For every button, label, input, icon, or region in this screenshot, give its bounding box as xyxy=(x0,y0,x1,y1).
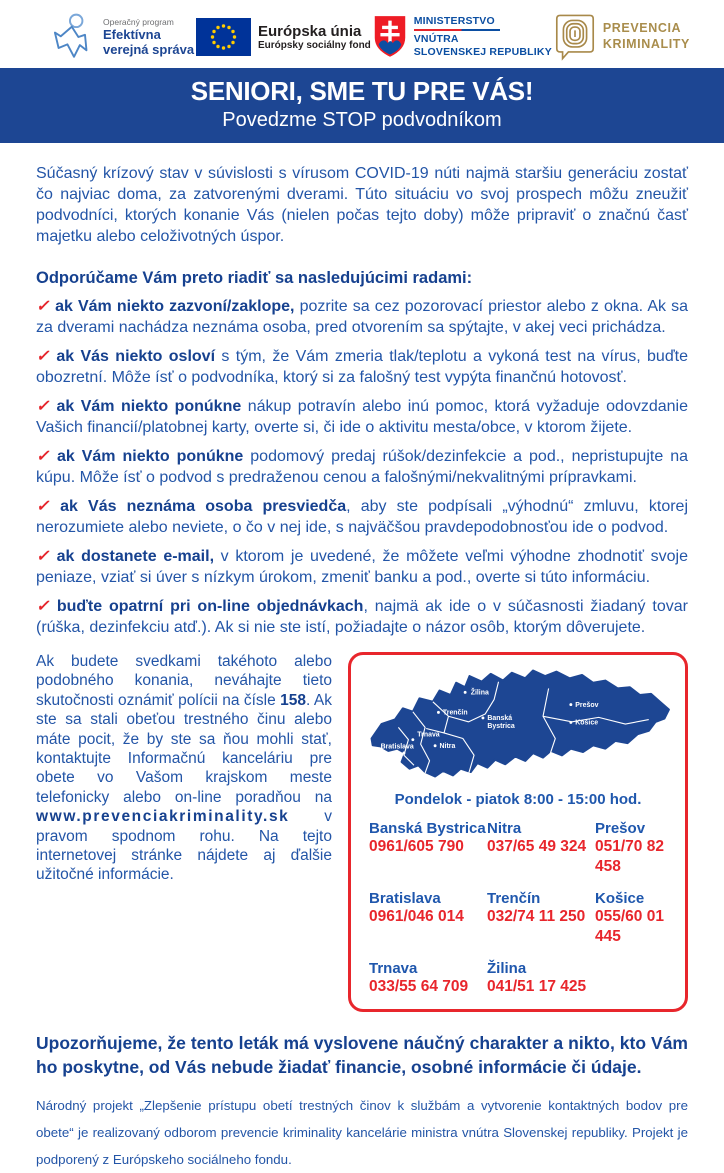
advice-bold: ak Vám niekto ponúkne xyxy=(56,448,244,465)
eu-fund-label: Európsky sociálny fond xyxy=(257,40,371,52)
contact-city: Prešov xyxy=(595,820,646,837)
banner-title: SENIORI, SME TU PRE VÁS! xyxy=(190,76,534,106)
banner-subtitle: Povedzme STOP podvodníkom xyxy=(222,109,502,131)
check-icon: ✓ xyxy=(36,598,52,615)
map-label-trencin: Trenčín xyxy=(442,709,468,717)
contact-city: Banská Bystrica xyxy=(369,820,486,837)
police-number: 158 xyxy=(280,691,307,709)
map-label-bystrica: Bystrica xyxy=(487,722,515,730)
prevention-line2: KRIMINALITY xyxy=(602,37,690,51)
advice-text: , aby ste podpísali „výhodnú“ zmluvu, ktorej nerozumiete alebo neviete, o čo v nej ide, s najväčšou pravdepodobnosťou ide o podvod. xyxy=(36,498,689,536)
check-icon: ✓ xyxy=(36,298,51,315)
contact-city: Žilina xyxy=(487,960,527,977)
contact-entry xyxy=(369,820,487,876)
advice-item-2 xyxy=(36,347,688,388)
advice-item-1 xyxy=(36,297,688,338)
slovak-coat-of-arms-icon xyxy=(373,15,407,59)
logo-europska-unia xyxy=(196,18,371,56)
contact-phone: 0961/605 790 xyxy=(369,838,464,856)
advice-text: v ktorom je uvedené, že môžete veľmi výhodne zhodnotiť svoje peniaze, vziať si úver s nízkym úrokom, zmeniť banku a pod., overte si túto informáciu. xyxy=(36,548,688,586)
fingerprint-bubble-icon xyxy=(554,13,596,61)
advice-bold: ak Vás neznáma osoba presviedča xyxy=(60,498,347,515)
advice-text: nákup potravín alebo inú pomoc, ktorá vyžaduje odovzdanie Vašich financií/platobnej karty, overte si, či ide o aktivitu mesta/obce, v ktorom žijete. xyxy=(36,398,688,436)
map-label-presov: Prešov xyxy=(575,701,599,709)
intro-paragraph: Súčasný krízový stav v súvislosti s vírusom COVID-19 núti najmä staršiu generáciu zostať čo najviac doma, za zatvorenými dverami. Túto situáciu vo svoj prospech môžu zneužiť podvodníci, ktorých konanie Vás (nielen počas tejto doby) môže pripraviť o značnú časť majetku alebo celoživotných úspor. xyxy=(36,165,688,245)
advice-heading: Odporúčame Vám preto riadiť sa nasledujúcimi radami: xyxy=(36,269,473,287)
check-icon: ✓ xyxy=(36,398,52,415)
contact-city: Košice xyxy=(595,890,645,907)
contact-city: Bratislava xyxy=(369,890,441,907)
logo-ministerstvo-vnutra xyxy=(373,15,552,59)
opening-hours: Pondelok - piatok 8:00 - 15:00 hod. xyxy=(394,791,642,808)
contact-city: Trnava xyxy=(369,960,418,977)
witness-text-1: Ak budete svedkami takéhoto alebo podobného konania, neváhajte tieto skutočnosti oznámiť polícii na čísle xyxy=(36,653,332,709)
advice-item-7 xyxy=(36,597,688,638)
contact-entry xyxy=(369,890,487,946)
prevention-website-link[interactable]: www.prevenciakriminality.sk xyxy=(36,808,290,826)
contact-info-box xyxy=(348,652,688,1012)
contact-city: Trenčín xyxy=(487,890,541,907)
ops-program-label: Operačný program xyxy=(103,17,174,28)
advice-bold: buďte opatrní pri on-line objednávkach xyxy=(56,598,364,615)
contact-entry xyxy=(487,890,595,946)
witness-paragraph xyxy=(36,652,332,1012)
map-label-trnava: Trnava xyxy=(417,731,440,739)
contact-phone: 055/60 01 445 xyxy=(595,908,664,945)
check-icon: ✓ xyxy=(36,548,52,565)
map-label-kosice: Košice xyxy=(575,719,599,727)
title-banner xyxy=(0,68,724,143)
eu-label: Európska únia xyxy=(257,22,362,40)
advice-text: podomový predaj rúšok/dezinfekcie a pod., nepristupujte na kúpu. Môže ísť o podvod s predraženou cenou a falošnými/nekvalitnými prípravkami. xyxy=(36,448,689,486)
eu-flag-icon xyxy=(196,18,251,56)
check-icon: ✓ xyxy=(36,448,52,465)
contact-grid xyxy=(365,820,671,997)
advice-text: , najmä ak ide o v súčasnosti žiadaný tovar (rúška, dezinfekciu atď.). Ak si nie ste istí, požiadajte o názor osôb, ktorým dôverujete. xyxy=(36,598,688,636)
advice-bold: ak Vám niekto zazvoní/zaklope, xyxy=(55,298,295,315)
contact-entry xyxy=(369,960,487,997)
logo-prevencia-kriminality xyxy=(554,13,690,61)
advice-item-3 xyxy=(36,397,688,438)
witness-text-2: . Ak ste sa stali obeťou trestného činu alebo máte pocit, že by ste sa ňou mohli stať, kontaktujte Informačnú kanceláriu pre obete vo Vašom krajskom meste telefonicky alebo on-line poradňou na xyxy=(36,691,332,806)
map-label-zilina: Žilina xyxy=(470,689,489,697)
map-label-nitra: Nitra xyxy=(439,742,456,750)
ops-name-line1: Efektívna xyxy=(103,27,161,43)
contact-city: Nitra xyxy=(487,820,522,837)
ministry-line2: VNÚTRA xyxy=(413,32,459,45)
contact-phone: 037/65 49 324 xyxy=(487,838,587,856)
contact-phone: 032/74 11 250 xyxy=(487,908,586,926)
content xyxy=(0,163,724,1173)
check-icon: ✓ xyxy=(36,348,52,365)
contact-entry xyxy=(595,820,671,876)
advice-item-4 xyxy=(36,447,688,488)
ministry-underline xyxy=(414,29,500,31)
contact-phone: 051/70 82 458 xyxy=(595,838,664,875)
advice-bold: ak Vám niekto ponúkne xyxy=(56,398,242,415)
advice-bold: ak Vás niekto osloví xyxy=(56,348,216,365)
advice-item-5 xyxy=(36,497,688,538)
person-figure-icon xyxy=(52,12,96,62)
contact-entry xyxy=(487,960,595,997)
contact-phone: 033/55 64 709 xyxy=(369,978,469,996)
header-logos xyxy=(0,0,724,68)
map-label-bratislava: Bratislava xyxy=(380,743,414,751)
footer-project-note: Národný projekt „Zlepšenie prístupu obetí trestných činov k službám a vytvorenie kontaktných bodov pre obete“ je realizovaný odborom prevencie kriminality kancelárie ministra vnútra Slovenskej republiky. Projekt je podporený z Európskeho sociálneho fondu. xyxy=(36,1097,688,1167)
contact-phone: 041/51 17 425 xyxy=(487,978,587,996)
bottom-columns xyxy=(36,652,688,1012)
logo-efektivna-verejna-sprava xyxy=(52,12,194,62)
advice-bold: ak dostanete e-mail, xyxy=(56,548,215,565)
map-label-banska: Banská xyxy=(487,715,513,723)
ministry-line1: MINISTERSTVO xyxy=(413,14,495,27)
prevention-line1: PREVENCIA xyxy=(602,21,682,36)
advice-text: s tým, že Vám zmeria tlak/teplotu a vykoná test na vírus, buďte obozretní. Môže ísť o podvodníka, ktorý si za falošný test vypýta finančnú hotovosť. xyxy=(36,348,689,386)
warning-paragraph: Upozorňujeme, že tento leták má vyslovene náučný charakter a nikto, kto Vám ho poskytne, od Vás nebude žiadať financie, osobné informácie či údaje. xyxy=(36,1032,688,1077)
contact-phone: 0961/046 014 xyxy=(369,908,464,926)
advice-item-6 xyxy=(36,547,688,588)
advice-text: pozrite sa cez pozorovací priestor alebo z okna. Ak sa za dverami nachádza neznáma osoba, pred otvorením sa spýtajte, v akej veci prichádza. xyxy=(36,298,688,336)
ops-name-line2: verejná správa xyxy=(103,41,195,57)
slovakia-map xyxy=(365,665,671,787)
contact-entry xyxy=(595,890,671,946)
contact-entry xyxy=(487,820,595,876)
check-icon: ✓ xyxy=(36,498,56,515)
witness-text-3: v pravom spodnom rohu. Na tejto internetovej stránke nájdete aj ďalšie užitočné informácie. xyxy=(36,808,332,884)
ministry-line3: SLOVENSKEJ REPUBLIKY xyxy=(413,46,552,59)
